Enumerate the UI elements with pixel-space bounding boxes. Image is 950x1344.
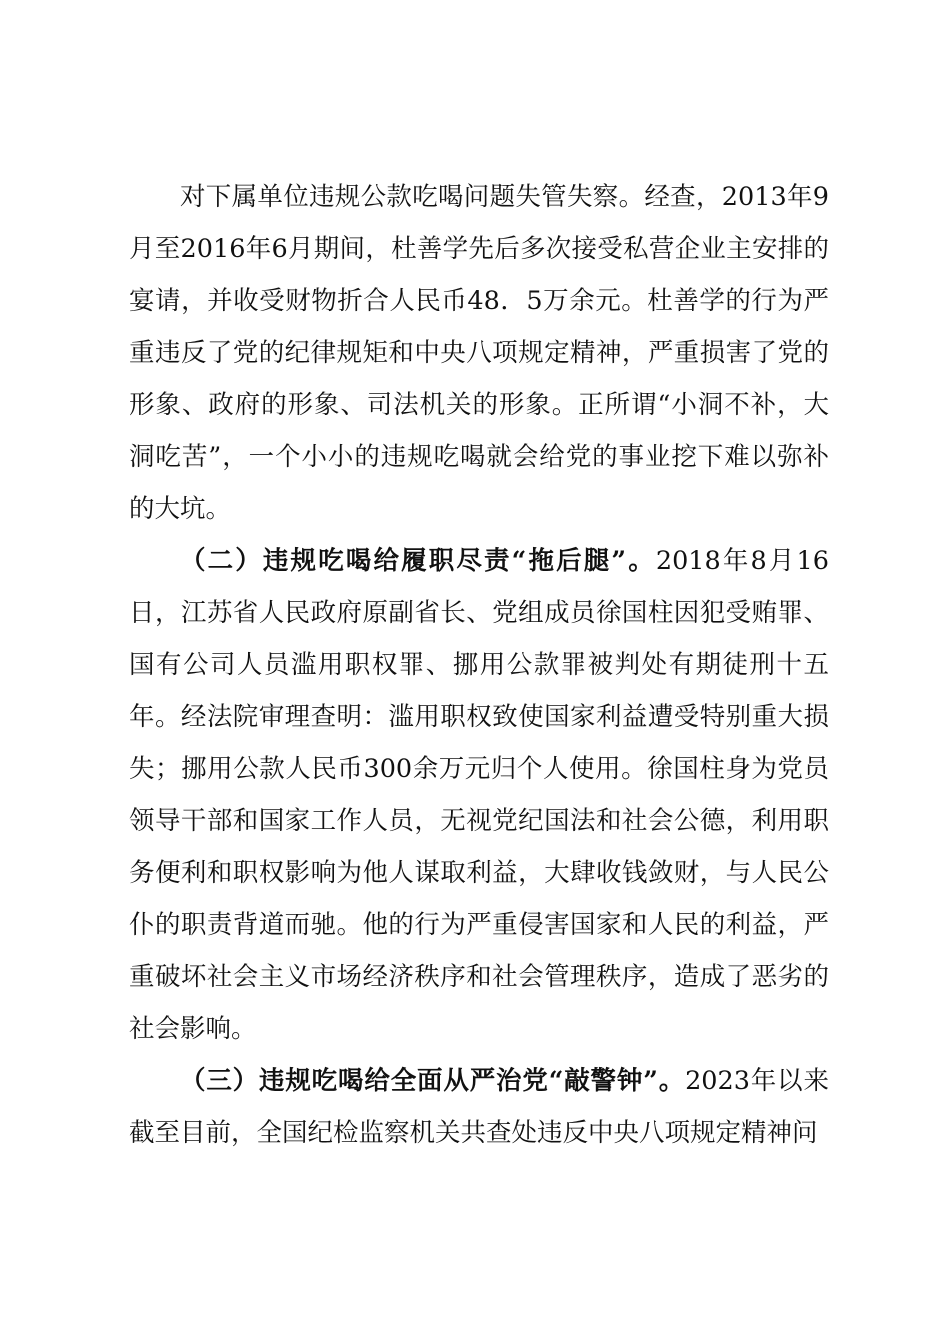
- paragraph-2: [129, 535, 829, 1055]
- paragraph-3-text: 2023年以来截至目前，全国纪检监察机关共查处违反中央八项规定精神问: [129, 1066, 829, 1148]
- paragraph-3-heading: （三）违规吃喝给全面从严治党“敲警钟”。: [180, 1066, 686, 1096]
- paragraph-1-text: 对下属单位违规公款吃喝问题失管失察。经查，2013年9月至2016年6月期间，杜善学先后多次接受私营企业主安排的宴请，并收受财物折合人民币48．5万余元。杜善学的行为严重违反了党的纪律规矩和中央八项规定精神，严重损害了党的形象、政府的形象、司法机关的形象。正所谓“小洞不补，大洞吃苦”，一个小小的违规吃喝就会给党的事业挖下难以弥补的大坑。: [129, 182, 829, 524]
- paragraph-1: [129, 171, 829, 535]
- paragraph-3: [129, 1055, 829, 1159]
- paragraph-2-heading: （二）违规吃喝给履职尽责“拖后腿”。: [180, 546, 656, 576]
- paragraph-2-text: 2018年8月16日，江苏省人民政府原副省长、党组成员徐国柱因犯受贿罪、国有公司人员滥用职权罪、挪用公款罪被判处有期徒刑十五年。经法院审理查明：滥用职权致使国家利益遭受特别重大损失；挪用公款人民币300余万元归个人使用。徐国柱身为党员领导干部和国家工作人员，无视党纪国法和社会公德，利用职务便利和职权影响为他人谋取利益，大肆收钱敛财，与人民公仆的职责背道而驰。他的行为严重侵害国家和人民的利益，严重破坏社会主义市场经济秩序和社会管理秩序，造成了恶劣的社会影响。: [129, 546, 829, 1044]
- body-text: [129, 171, 829, 1159]
